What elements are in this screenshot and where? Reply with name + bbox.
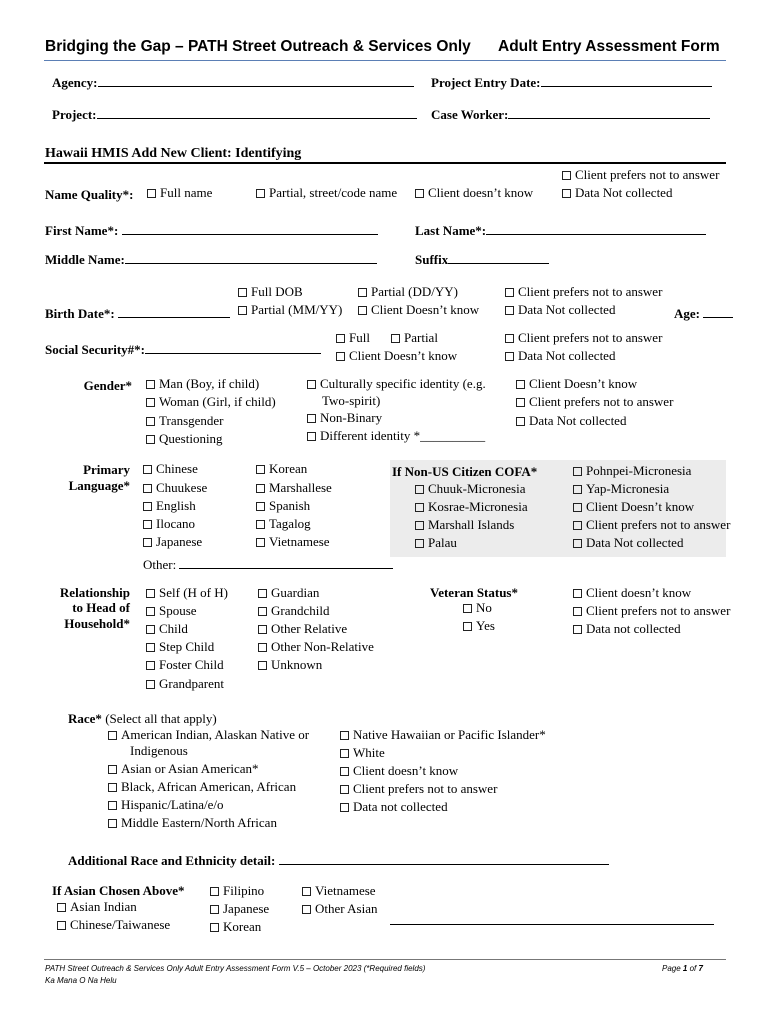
checkbox[interactable] (108, 731, 117, 740)
gender-transgender[interactable]: Transgender (146, 412, 224, 430)
relationship-label-3: Household* (64, 616, 130, 631)
gender-man[interactable]: Man (Boy, if child) (146, 375, 259, 393)
race-heading: Race* (Select all that apply) (68, 711, 217, 726)
rel-self[interactable]: Self (H of H) (146, 584, 228, 602)
cofa-yap[interactable]: Yap-Micronesia (573, 480, 669, 498)
name-quality-full[interactable]: Full name (147, 184, 212, 202)
gender-label: Gender* (83, 378, 132, 393)
veteran-prefers-not[interactable]: Client prefers not to answer (573, 602, 730, 620)
checkbox[interactable] (57, 921, 66, 930)
checkbox[interactable] (562, 189, 571, 198)
cofa-doesnt-know[interactable]: Client Doesn’t know (573, 498, 694, 516)
race-asian[interactable]: Asian or Asian American* (108, 760, 259, 778)
checkbox[interactable] (302, 887, 311, 896)
agency-label: Agency: (52, 75, 98, 90)
checkbox[interactable] (210, 905, 219, 914)
rel-step-child[interactable]: Step Child (146, 638, 214, 656)
checkbox[interactable] (415, 521, 424, 530)
dob-not-collected[interactable]: Data Not collected (505, 301, 615, 319)
checkbox[interactable] (505, 288, 514, 297)
ssn-field[interactable]: Social Security#*: (45, 341, 321, 358)
checkbox[interactable] (516, 398, 525, 407)
checkbox[interactable] (258, 607, 267, 616)
checkbox[interactable] (307, 432, 316, 441)
checkbox[interactable] (258, 589, 267, 598)
ssn-line[interactable] (145, 341, 321, 354)
name-quality-prefers-not[interactable]: Client prefers not to answer (562, 166, 719, 184)
checkbox[interactable] (146, 380, 155, 389)
rel-spouse[interactable]: Spouse (146, 602, 197, 620)
ssn-full[interactable]: Full (336, 329, 370, 347)
checkbox[interactable] (256, 484, 265, 493)
cofa-kosrae[interactable]: Kosrae-Micronesia (415, 498, 528, 516)
lang-tagalog[interactable]: Tagalog (256, 515, 311, 533)
race-not-collected[interactable]: Data not collected (340, 798, 448, 816)
checkbox[interactable] (463, 604, 472, 613)
checkbox[interactable] (336, 352, 345, 361)
race-middle-eastern[interactable]: Middle Eastern/North African (108, 814, 277, 832)
checkbox[interactable] (573, 589, 582, 598)
rel-other-relative[interactable]: Other Relative (258, 620, 347, 638)
checkbox[interactable] (238, 306, 247, 315)
checkbox[interactable] (256, 502, 265, 511)
checkbox[interactable] (391, 334, 400, 343)
checkbox[interactable] (573, 539, 582, 548)
ssn-not-collected[interactable]: Data Not collected (505, 347, 615, 365)
dob-partial-mmyy[interactable]: Partial (MM/YY) (238, 301, 342, 319)
name-quality-label: Name Quality*: (45, 187, 134, 202)
lang-chuukese[interactable]: Chuukese (143, 479, 207, 497)
form-title-right: Adult Entry Assessment Form (498, 38, 720, 55)
checkbox[interactable] (358, 288, 367, 297)
cofa-chuuk[interactable]: Chuuk-Micronesia (415, 480, 525, 498)
name-quality-not-collected[interactable]: Data Not collected (562, 184, 672, 202)
checkbox[interactable] (143, 520, 152, 529)
dob-partial-ddyy[interactable]: Partial (DD/YY) (358, 283, 458, 301)
checkbox[interactable] (505, 334, 514, 343)
rel-grandchild[interactable]: Grandchild (258, 602, 329, 620)
checkbox[interactable] (146, 417, 155, 426)
rel-foster-child[interactable]: Foster Child (146, 656, 224, 674)
header-rule (44, 60, 726, 61)
cofa-not-collected[interactable]: Data Not collected (573, 534, 683, 552)
ssn-doesnt-know[interactable]: Client Doesn’t know (336, 347, 457, 365)
checkbox[interactable] (415, 485, 424, 494)
checkbox[interactable] (573, 503, 582, 512)
birth-date-line[interactable] (118, 305, 230, 318)
asian-other[interactable]: Other Asian (302, 900, 377, 918)
project-entry-date-field[interactable] (431, 74, 712, 91)
lang-marshallese[interactable]: Marshallese (256, 479, 332, 497)
lang-chinese[interactable]: Chinese (143, 460, 198, 478)
checkbox[interactable] (143, 502, 152, 511)
project-entry-date-label: Project Entry Date: (431, 75, 541, 90)
checkbox[interactable] (108, 801, 117, 810)
checkbox[interactable] (505, 352, 514, 361)
project-field[interactable] (52, 106, 417, 123)
last-name-line[interactable] (486, 222, 706, 235)
additional-race-field[interactable]: Additional Race and Ethnicity detail: (68, 852, 609, 869)
asian-korean[interactable]: Korean (210, 918, 261, 936)
section-rule (44, 162, 726, 164)
gender-culturally-specific[interactable]: Culturally specific identity (e.g. (307, 375, 486, 393)
language-label-1: Primary (83, 462, 130, 477)
lang-ilocano[interactable]: Ilocano (143, 515, 195, 533)
checkbox[interactable] (210, 923, 219, 932)
cofa-pohnpei[interactable]: Pohnpei-Micronesia (573, 462, 691, 480)
dob-full[interactable]: Full DOB (238, 283, 303, 301)
agency-field[interactable] (52, 74, 414, 91)
checkbox[interactable] (415, 503, 424, 512)
dob-prefers-not[interactable]: Client prefers not to answer (505, 283, 662, 301)
gender-doesnt-know[interactable]: Client Doesn’t know (516, 375, 637, 393)
checkbox[interactable] (340, 749, 349, 758)
veteran-not-collected[interactable]: Data not collected (573, 620, 681, 638)
checkbox[interactable] (573, 485, 582, 494)
checkbox[interactable] (573, 467, 582, 476)
age-field[interactable]: Age: (674, 305, 733, 322)
lang-spanish[interactable]: Spanish (256, 497, 310, 515)
checkbox[interactable] (258, 625, 267, 634)
lang-vietnamese[interactable]: Vietnamese (256, 533, 330, 551)
checkbox[interactable] (358, 306, 367, 315)
relationship-label-1: Relationship (59, 585, 130, 600)
name-quality-doesnt-know[interactable]: Client doesn’t know (415, 184, 533, 202)
race-white[interactable]: White (340, 744, 385, 762)
other-asian-line[interactable] (390, 924, 714, 925)
checkbox[interactable] (146, 625, 155, 634)
lang-korean[interactable]: Korean (256, 460, 307, 478)
gender-woman[interactable]: Woman (Girl, if child) (146, 393, 276, 411)
checkbox[interactable] (258, 643, 267, 652)
lang-japanese[interactable]: Japanese (143, 533, 202, 551)
gender-prefers-not[interactable]: Client prefers not to answer (516, 393, 673, 411)
checkbox[interactable] (340, 785, 349, 794)
additional-race-line[interactable] (279, 852, 609, 865)
project-entry-date-line[interactable] (541, 74, 712, 87)
ssn-partial[interactable]: Partial (391, 329, 438, 347)
suffix-line[interactable] (448, 251, 549, 264)
birth-date-field[interactable]: Birth Date*: (45, 305, 230, 322)
checkbox[interactable] (146, 607, 155, 616)
checkbox[interactable] (146, 589, 155, 598)
checkbox[interactable] (143, 484, 152, 493)
middle-name-field[interactable]: Middle Name: (45, 251, 377, 268)
checkbox[interactable] (256, 538, 265, 547)
checkbox[interactable] (573, 607, 582, 616)
page-number: Page 1 of 7 (662, 964, 703, 973)
checkbox[interactable] (258, 661, 267, 670)
checkbox[interactable] (108, 783, 117, 792)
checkbox[interactable] (143, 538, 152, 547)
veteran-label: Veteran Status* (430, 585, 518, 600)
checkbox[interactable] (256, 520, 265, 529)
checkbox[interactable] (146, 661, 155, 670)
rel-guardian[interactable]: Guardian (258, 584, 319, 602)
veteran-no[interactable]: No (463, 599, 492, 617)
checkbox[interactable] (340, 731, 349, 740)
lang-english[interactable]: English (143, 497, 196, 515)
checkbox[interactable] (146, 680, 155, 689)
checkbox[interactable] (505, 306, 514, 315)
gender-different-identity[interactable]: Different identity *__________ (307, 427, 485, 445)
checkbox[interactable] (415, 539, 424, 548)
checkbox[interactable] (146, 643, 155, 652)
suffix-field[interactable]: Suffix (415, 251, 549, 268)
checkbox[interactable] (302, 905, 311, 914)
checkbox[interactable] (307, 414, 316, 423)
case-worker-field[interactable] (431, 106, 710, 123)
age-line[interactable] (703, 305, 733, 318)
agency-line[interactable] (98, 74, 414, 87)
first-name-field[interactable]: First Name*: (45, 222, 378, 239)
asian-chinese[interactable]: Chinese/Taiwanese (57, 916, 170, 934)
checkbox[interactable] (210, 887, 219, 896)
checkbox[interactable] (336, 334, 345, 343)
checkbox[interactable] (516, 417, 525, 426)
checkbox[interactable] (340, 803, 349, 812)
section-title: Hawaii HMIS Add New Client: Identifying (45, 146, 302, 161)
race-indigenous-text: Indigenous (130, 743, 188, 758)
ssn-prefers-not[interactable]: Client prefers not to answer (505, 329, 662, 347)
checkbox[interactable] (147, 189, 156, 198)
race-doesnt-know[interactable]: Client doesn’t know (340, 762, 458, 780)
middle-name-line[interactable] (125, 251, 377, 264)
gender-questioning[interactable]: Questioning (146, 430, 223, 448)
gender-two-spirit-text: Two-spirit) (322, 393, 381, 408)
checkbox[interactable] (573, 625, 582, 634)
race-prefers-not[interactable]: Client prefers not to answer (340, 780, 497, 798)
checkbox[interactable] (238, 288, 247, 297)
asian-filipino[interactable]: Filipino (210, 882, 264, 900)
veteran-yes[interactable]: Yes (463, 617, 495, 635)
checkbox[interactable] (516, 380, 525, 389)
project-line[interactable] (97, 106, 417, 119)
last-name-field[interactable]: Last Name*: (415, 222, 706, 239)
veteran-doesnt-know[interactable]: Client doesn’t know (573, 584, 691, 602)
cofa-palau[interactable]: Palau (415, 534, 457, 552)
first-name-line[interactable] (122, 222, 378, 235)
checkbox[interactable] (256, 465, 265, 474)
checkbox[interactable] (146, 398, 155, 407)
checkbox[interactable] (562, 171, 571, 180)
race-hispanic[interactable]: Hispanic/Latina/e/o (108, 796, 224, 814)
rel-grandparent[interactable]: Grandparent (146, 675, 224, 693)
relationship-label-2: to Head of (72, 600, 130, 615)
checkbox[interactable] (108, 765, 117, 774)
checkbox[interactable] (108, 819, 117, 828)
case-worker-label: Case Worker: (431, 107, 509, 122)
rel-child[interactable]: Child (146, 620, 188, 638)
lang-other-line[interactable] (179, 556, 393, 569)
race-american-indian[interactable]: American Indian, Alaskan Native or (108, 726, 309, 744)
rel-other-non-relative[interactable]: Other Non-Relative (258, 638, 374, 656)
cofa-label: If Non-US Citizen COFA* (392, 464, 538, 479)
checkbox[interactable] (340, 767, 349, 776)
race-native-hawaiian[interactable]: Native Hawaiian or Pacific Islander* (340, 726, 546, 744)
form-title-left: Bridging the Gap – PATH Street Outreach & Services Only (45, 38, 471, 55)
checkbox[interactable] (415, 189, 424, 198)
race-black[interactable]: Black, African American, African (108, 778, 296, 796)
checkbox[interactable] (146, 435, 155, 444)
gender-not-collected[interactable]: Data Not collected (516, 412, 626, 430)
asian-indian[interactable]: Asian Indian (57, 898, 137, 916)
rel-unknown[interactable]: Unknown (258, 656, 322, 674)
cofa-prefers-not[interactable]: Client prefers not to answer (573, 516, 730, 534)
checkbox[interactable] (256, 189, 265, 198)
checkbox[interactable] (573, 521, 582, 530)
language-label-2: Language* (68, 478, 130, 493)
project-label: Project: (52, 107, 97, 122)
lang-other-field[interactable]: Other: (143, 556, 393, 573)
asian-japanese[interactable]: Japanese (210, 900, 269, 918)
name-quality-partial[interactable]: Partial, street/code name (256, 184, 397, 202)
gender-non-binary[interactable]: Non-Binary (307, 409, 382, 427)
checkbox[interactable] (463, 622, 472, 631)
checkbox[interactable] (57, 903, 66, 912)
checkbox[interactable] (143, 465, 152, 474)
footer-subtext: Ka Mana O Na Helu (45, 976, 117, 985)
footer-text: PATH Street Outreach & Services Only Adult Entry Assessment Form V.5 – October 2023 (*Required fields) (45, 964, 426, 973)
cofa-marshall[interactable]: Marshall Islands (415, 516, 514, 534)
asian-vietnamese[interactable]: Vietnamese (302, 882, 376, 900)
checkbox[interactable] (307, 380, 316, 389)
case-worker-line[interactable] (508, 106, 710, 119)
footer-rule (44, 959, 726, 960)
asian-label: If Asian Chosen Above* (52, 883, 185, 898)
dob-doesnt-know[interactable]: Client Doesn’t know (358, 301, 479, 319)
